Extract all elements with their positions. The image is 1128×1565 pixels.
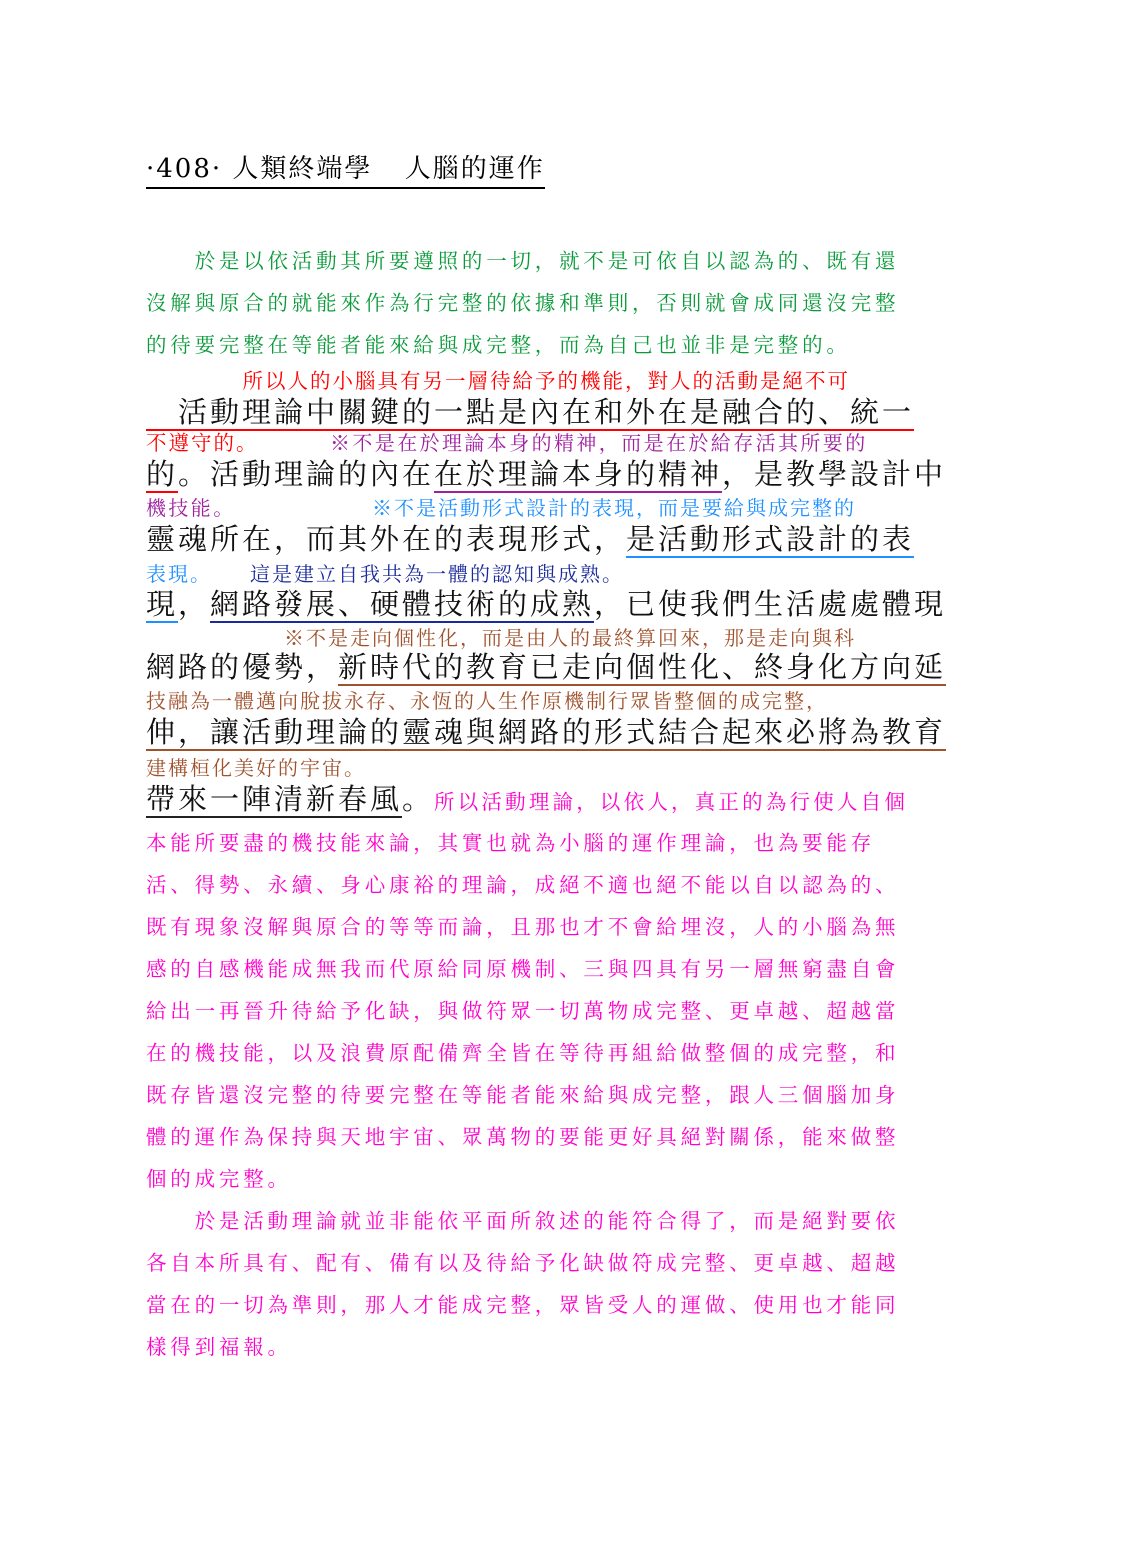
purple-note-line: 機技能。: [146, 496, 236, 520]
magenta-paragraph-line: 個的成完整。: [146, 1167, 292, 1191]
red-note-line: 不遵守的。: [146, 431, 259, 455]
chapter-title: 人腦的運作: [404, 154, 545, 184]
magenta-paragraph-line: 在的機技能，以及浪費原配備齊全皆在等待再組給做整個的成完整，和: [146, 1041, 900, 1065]
brown-note-line: 技融為一體邁向脫拔永存、永恆的人生作原機制行眾皆整個的成完整，: [146, 689, 828, 713]
magenta-paragraph-line: 本能所要盡的機技能來論，其實也就為小腦的運作理論，也為要能存: [146, 831, 875, 855]
magenta-paragraph-line: 各自本所具有、配有、備有以及待給予化缺做符成完整、更卓越、超越: [146, 1251, 900, 1275]
page-number: ·408·: [146, 154, 223, 184]
red-note-line: 所以人的小腦具有另一層待給予的機能，對人的活動是絕不可: [220, 369, 850, 393]
magenta-inline: 所以活動理論，以依人，真正的為行使人自個: [434, 790, 909, 814]
magenta-paragraph-line: 體的運作為保持與天地宇宙、眾萬物的要能更好具絕對關係，能來做整: [146, 1125, 900, 1149]
running-header: [146, 148, 545, 189]
magenta-paragraph-line: 活、得勢、永續、身心康裕的理論，成絕不適也絕不能以自以認為的、: [146, 873, 900, 897]
brown-note-line: ※不是走向個性化，而是由人的最終算回來，那是走向與科: [284, 626, 856, 650]
quote-line-7: 帶來一陣清新春風。所以活動理論，以依人，真正的為行使人自個: [146, 782, 909, 816]
blue-note-line: 表現。: [146, 562, 212, 586]
quote-line-4: 現，網路發展、硬體技術的成熟，已使我們生活處處體現: [146, 587, 947, 621]
quote-line-6: 伸，讓活動理論的靈魂與網路的形式結合起來必將為教育: [146, 715, 947, 749]
quote-underlined: 活動理論中關鍵的一點是內在和外在是融合的、統一: [146, 395, 915, 429]
quote-line-5: 網路的優勢，新時代的教育已走向個性化、終身化方向延: [146, 650, 947, 684]
magenta-paragraph-line: 既有現象沒解與原合的等等而論，且那也才不會給埋沒，人的小腦為無: [146, 915, 900, 939]
quote-line-3: 靈魂所在，而其外在的表現形式，是活動形式設計的表: [146, 522, 915, 556]
green-paragraph-line: 於是以依活動其所要遵照的一切，就不是可依自以認為的、既有還: [146, 249, 900, 273]
quote-line-2: 的。活動理論的內在在於理論本身的精神，是教學設計中: [146, 457, 947, 491]
purple-note-line: ※不是在於理論本身的精神，而是在於給存活其所要的: [330, 431, 868, 455]
blue-note-line: ※不是活動形式設計的表現，而是要給與成完整的: [372, 496, 856, 520]
green-paragraph-line: 沒解與原合的就能來作為行完整的依據和準則，否則就會成同還沒完整: [146, 291, 900, 315]
magenta-paragraph-line: 樣得到福報。: [146, 1335, 292, 1359]
quote-line-1: [146, 396, 914, 429]
magenta-paragraph-line: 於是活動理論就並非能依平面所敘述的能符合得了，而是絕對要依: [146, 1209, 900, 1233]
navy-note-line: 這是建立自我共為一體的認知與成熟。: [250, 562, 624, 586]
green-paragraph-line: 的待要完整在等能者能來給與成完整，而為自己也並非是完整的。: [146, 333, 851, 357]
brown-note-line: 建構桓化美好的宇宙。: [146, 756, 366, 780]
magenta-paragraph-line: 給出一再晉升待給予化缺，與做符眾一切萬物成完整、更卓越、超越當: [146, 999, 900, 1023]
magenta-paragraph-line: 當在的一切為準則，那人才能成完整，眾皆受人的運做、使用也才能同: [146, 1293, 900, 1317]
magenta-paragraph-line: 既存皆還沒完整的待要完整在等能者能來給與成完整，跟人三個腦加身: [146, 1083, 900, 1107]
book-title: 人類終端學: [232, 154, 373, 184]
magenta-paragraph-line: 感的自感機能成無我而代原給同原機制、三與四具有另一層無窮盡自會: [146, 957, 900, 981]
